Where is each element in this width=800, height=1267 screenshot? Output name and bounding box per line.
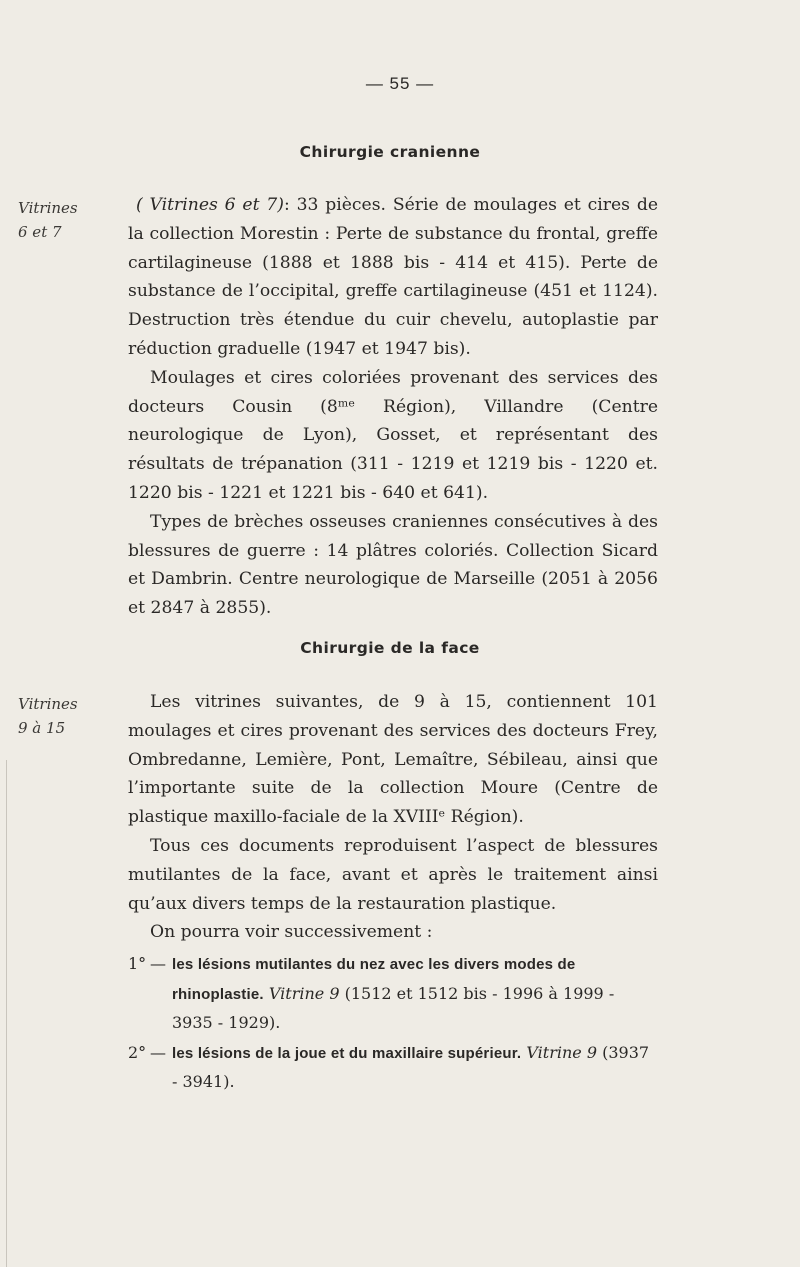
list-item-refs: (3937 - 3941).: [172, 1042, 650, 1092]
section-heading-chirurgie-cranienne: Chirurgie cranienne: [299, 143, 481, 161]
list-item-body: [172, 1039, 658, 1097]
paragraph: Les vitrines suivantes, de 9 à 15, contiennent 101 moulages et cires provenant des services des docteurs Frey, Ombredanne, Lemière, Pont, Lemaître, Sébileau, ainsi que l’importante suite de la collection Moure (Centre de plastique maxillo-faciale de la XVIIIᵉ Région).: [128, 692, 658, 828]
section-chirurgie-cranienne: [128, 191, 658, 623]
list-item-bold: les lésions de la joue et du maxillaire supérieur.: [172, 1044, 522, 1062]
list-item-number: 1°: [128, 954, 147, 974]
list-item-dash: —: [150, 1042, 166, 1062]
list-item-bold: les lésions mutilantes du nez avec les divers modes de rhinoplastie.: [172, 956, 576, 1003]
list-item-refs: (1512 et 1512 bis - 1996 à 1999 - 3935 - 1929).: [172, 983, 615, 1033]
paragraph-lead: ( Vitrines 6 et 7): [136, 195, 284, 215]
margin-note-vitrines-9-15: [18, 692, 78, 740]
list-item-number: 2°: [128, 1042, 147, 1062]
margin-note-line: Vitrines: [18, 695, 78, 713]
paragraph: Moulages et cires coloriées provenant des services des docteurs Cousin (8ᵐᵉ Région), Villandre (Centre neurologique de Lyon), Gosset, et représentant des résultats de trépanation (311 - 1219 et 1219 bis - 1220 et. 1220 bis - 1221 et 1221 bis - 640 et 641).: [128, 367, 658, 503]
paragraph-text: : 33 pièces. Série de moulages et cires de la collection Morestin : Perte de substance du frontal, greffe cartilagineuse (1888 et 1888 bis - 414 et 415). Perte de substance de l’occipital, greffe cartilagineuse (451 et 1124). Destruction très étendue du cuir chevelu, autoplastie par réduction graduelle (1947 et 1947 bis).: [128, 195, 658, 359]
margin-note-line: 9 à 15: [18, 719, 66, 737]
list-item-vitrine: Vitrine 9: [268, 983, 340, 1003]
list-item-dash: —: [150, 954, 166, 974]
paragraph: Tous ces documents reproduisent l’aspect de blessures mutilantes de la face, avant et après le traitement ainsi qu’aux divers temps de la restauration plastique.: [128, 835, 658, 914]
scan-edge-line: [6, 760, 7, 1267]
paragraph: On pourra voir successivement :: [150, 922, 433, 943]
section-heading-chirurgie-face: Chirurgie de la face: [300, 639, 480, 657]
list-item: [128, 1039, 658, 1097]
paragraph: [128, 191, 658, 364]
margin-note-line: 6 et 7: [18, 223, 62, 241]
list: [128, 950, 658, 1097]
list-item-vitrine: Vitrine 9: [526, 1042, 598, 1062]
list-item-body: [172, 950, 658, 1038]
margin-note-vitrines-6-7: [18, 196, 78, 244]
section-chirurgie-face: [128, 688, 658, 1098]
margin-note-line: Vitrines: [18, 199, 78, 217]
page-number: — 55 —: [365, 74, 435, 93]
paragraph: Types de brèches osseuses craniennes consécutives à des blessures de guerre : 14 plâtres coloriés. Collection Sicard et Dambrin. Centre neurologique de Marseille (2051 à 2056 et 2847 à 2855).: [128, 511, 658, 619]
list-item: [128, 950, 658, 1038]
